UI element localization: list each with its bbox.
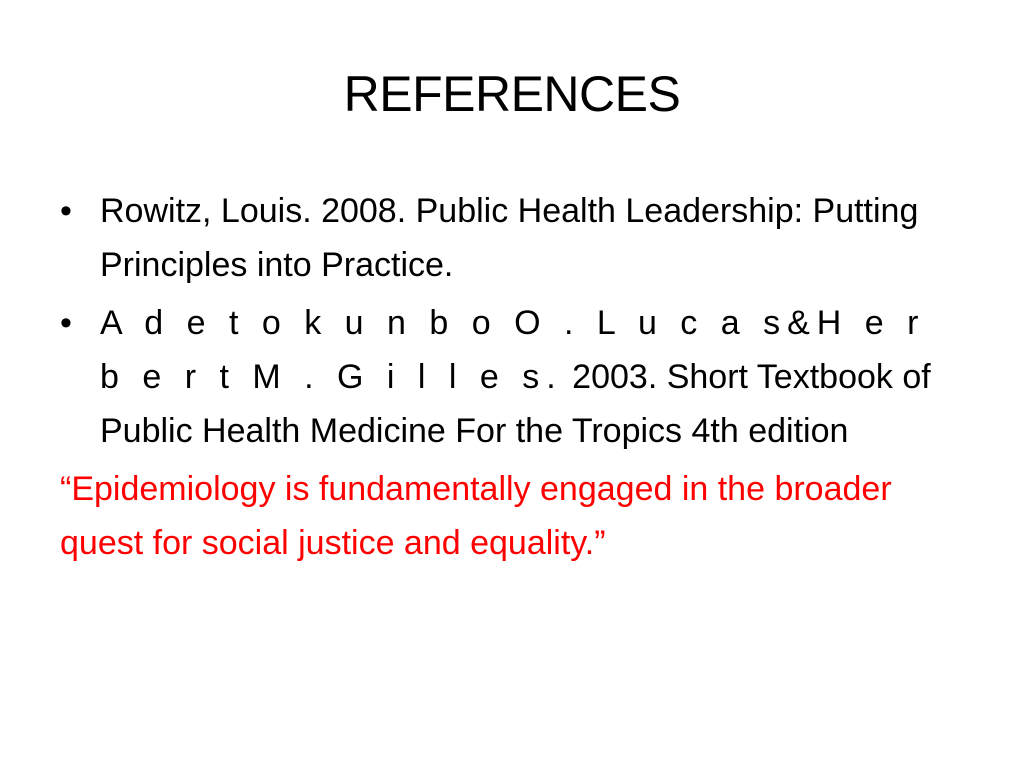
bullet-icon: •	[60, 192, 72, 230]
epidemiology-quote: “Epidemiology is fundamentally engaged in the broader quest for social justice and equality.”	[60, 470, 892, 562]
bullet-icon: •	[60, 304, 72, 342]
reference-text: Rowitz, Louis. 2008. Public Health Leadership: Putting Principles into Practice.	[100, 192, 919, 284]
slide-title: REFERENCES	[343, 66, 681, 122]
slide-content	[60, 184, 960, 570]
reference-details: 2003. Short Textbook of Public Health Medicine For the Tropics 4th edition	[100, 358, 931, 450]
reference-item	[60, 184, 960, 292]
reference-list	[60, 184, 960, 458]
reference-item	[60, 296, 960, 458]
reference-text	[100, 296, 960, 458]
reference-authors: A d e t o k u n b o O . L u c a s&H e r b e r t M . G i l l e s.	[100, 304, 926, 396]
